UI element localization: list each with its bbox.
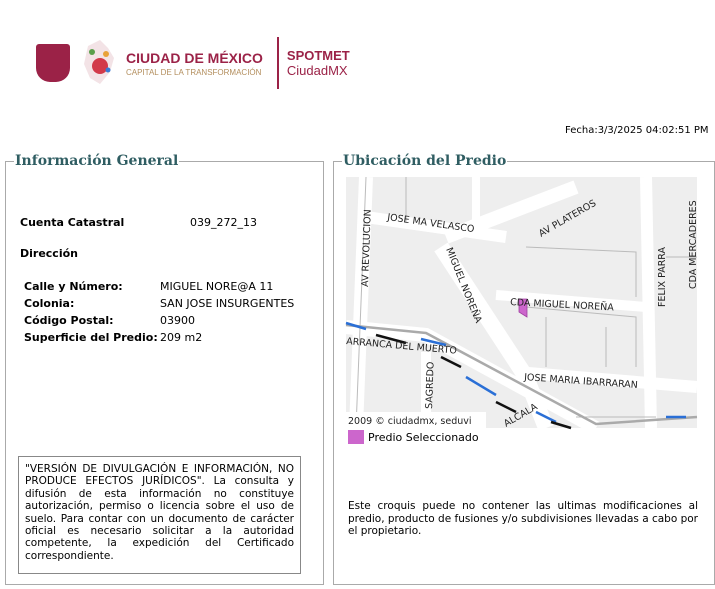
field-value: SAN JOSE INSURGENTES [160,297,295,310]
street-label: JOSE MARIA IBARRARAN [523,372,639,391]
disclaimer-box: "VERSIÓN DE DIVULGACIÓN E INFORMACIÓN, NO PRODUCE EFECTOS JURÍDICOS". La consulta y difusión de esta información no constituye autorización, permiso o licencia sobre el uso de suelo. Para contar con un documento de carácter oficial es necesario solicitar a la autoridad competente, la expedición del Certificado correspondiente. [18,456,301,574]
panel-title: Ubicación del Predio [343,153,507,169]
street-label: ALCALA [502,401,540,430]
cdmx-shield-logo [36,44,70,82]
street-label: AV REVOLUCION [360,209,374,288]
direccion-label: Dirección [20,247,78,260]
street-label: SAGREDO [424,361,437,410]
cuenta-value: 039_272_13 [190,216,257,229]
cdmx-emblem-logo [80,38,118,88]
map-copyright: 2009 © ciudadmx, seduvi [348,416,472,427]
panel-title: Información General [15,153,179,169]
cuenta-label: Cuenta Catastral [20,216,125,229]
field-value: 03900 [160,314,195,327]
field-value: MIGUEL NORE@A 11 [160,280,274,293]
app-title: SPOTMET [286,48,350,63]
map-legend [348,430,479,444]
brand-title: CIUDAD DE MÉXICO [126,49,263,66]
timestamp: Fecha:3/3/2025 04:02:51 PM [565,125,709,136]
app-name [287,48,350,78]
field-label: Código Postal: [24,314,114,327]
street-label: JOSE MA VELASCO [386,212,475,236]
brand-text [126,50,263,77]
field-value: 209 m2 [160,331,203,344]
street-label: AV PLATEROS [537,197,599,240]
header [36,36,350,90]
map-note: Este croquis puede no contener las ultimas modificaciones al predio, producto de fusiones y/o subdivisiones llevadas a cabo por el propietario. [348,500,699,537]
legend-label: Predio Seleccionado [368,430,479,444]
field-label: Calle y Número: [24,280,123,293]
street-label: CDA MIGUEL NOREÑA [509,297,615,314]
divider [277,37,279,89]
street-label: ARRANCA DEL MUERTO [345,336,458,357]
street-label: FELIX PARRA [657,246,668,307]
app-subtitle: CiudadMX [286,63,348,78]
location-map[interactable] [346,177,697,428]
field-label: Superficie del Predio: [24,331,158,344]
field-label: Colonia: [24,297,75,310]
brand-subtitle: CAPITAL DE LA TRANSFORMACIÓN [126,67,262,77]
street-label: MIGUEL NOREÑA [443,246,484,325]
street-label: CDA MERCADERES [688,200,699,289]
selected-swatch [348,430,364,444]
